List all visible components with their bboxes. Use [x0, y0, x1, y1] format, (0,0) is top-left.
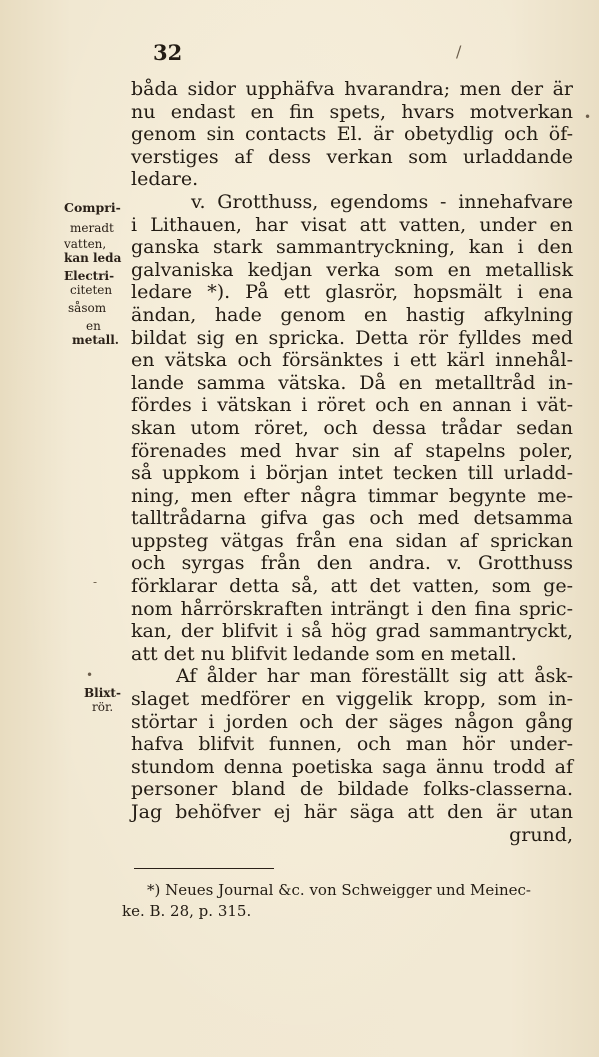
text-line: bildat sig en spricka. Detta rör fylldes med [131, 326, 573, 349]
text-line: störtar i jorden och der säges någon gång [131, 710, 573, 733]
footnote-line: *) Neues Journal &c. von Schweigger und Meinec- [147, 881, 531, 899]
text-line: v. Grotthuss, egendoms - innehafvare [191, 190, 573, 213]
margin-note-line: en [86, 319, 101, 333]
margin-note-compressed-water [64, 201, 130, 347]
footnote-rule [134, 868, 274, 869]
text-line: ändan, hade genom en hastig afkylning [131, 303, 573, 326]
catchword: grund, [509, 823, 573, 846]
stray-mark: - [93, 575, 98, 589]
text-line: förenades med hvar sin af stapelns poler, [131, 439, 573, 462]
margin-note-line: metall. [72, 333, 119, 347]
footnote [122, 880, 577, 922]
text-line: i Lithauen, har visat att vatten, under en [131, 213, 573, 236]
margin-note-line: Compri- [64, 200, 121, 215]
text-line: lande samma vätska. Då en metalltråd in- [131, 371, 573, 394]
text-line: Jag behöfver ej här säga att den är utan [131, 801, 573, 823]
margin-note-line: Blixt- [84, 686, 121, 700]
margin-note-line: rör. [92, 700, 114, 714]
text-line: nom hårrörskraften inträngt i den fina spric- [131, 597, 573, 620]
text-line: galvaniska kedjan verka som en metallisk [131, 258, 573, 281]
margin-note-line: citeten [70, 283, 113, 297]
text-line: båda sidor upphäfva hvarandra; men der är [131, 78, 573, 100]
margin-note-line: kan leda [64, 251, 122, 265]
stray-mark: • [86, 668, 94, 682]
text-line: förklarar detta så, att det vatten, som ge- [131, 575, 573, 598]
margin-note-line: meradt [70, 221, 114, 235]
stray-mark: • [584, 110, 592, 124]
text-line: en vätska och försänktes i ett kärl innehål- [131, 349, 573, 372]
text-line: nu endast en fin spets, hvars motverkan [131, 100, 573, 123]
corner-mark: / [456, 42, 462, 61]
text-line: så uppkom i början intet tecken till urladd- [131, 462, 573, 485]
text-line: slaget medförer en viggelik kropp, som in- [131, 688, 573, 711]
text-line: ning, men efter några timmar begynte me- [131, 484, 573, 507]
text-line: ganska stark sammantryckning, kan i den [131, 236, 573, 259]
margin-note-line: Electri- [64, 269, 115, 283]
body-text [131, 78, 573, 846]
text-line: personer bland de bildade folks-classerna. [131, 778, 573, 801]
text-line: kan, der blifvit i så hög grad sammantryckt, [131, 620, 573, 643]
text-line: uppsteg vätgas från ena sidan af sprickan [131, 529, 573, 552]
text-line: hafva blifvit funnen, och man hör under- [131, 733, 573, 756]
margin-note-line: vatten, [64, 237, 107, 251]
text-line: talltrådarna gifva gas och med detsamma [131, 507, 573, 530]
text-line: stundom denna poetiska saga ännu trodd af [131, 755, 573, 778]
text-line: och syrgas från den andra. v. Grotthuss [131, 552, 573, 575]
text-line: skan utom röret, och dessa trådar sedan [131, 416, 573, 439]
page-number: 32 [153, 40, 183, 65]
text-line: verstiges af dess verkan som urladdande [131, 145, 573, 168]
text-line: att det nu blifvit ledande som en metall. [131, 642, 517, 665]
margin-note-line: såsom [68, 301, 107, 315]
text-line: ledare *). På ett glasrör, hopsmält i ena [131, 281, 573, 304]
text-line: genom sin contacts El. är obetydlig och öf- [131, 123, 573, 146]
text-line: Af ålder har man föreställt sig att åsk- [176, 665, 573, 688]
footnote-line: ke. B. 28, p. 315. [122, 902, 252, 920]
text-line: fördes i vätskan i röret och en annan i vät- [131, 394, 573, 417]
text-line: ledare. [131, 168, 199, 191]
